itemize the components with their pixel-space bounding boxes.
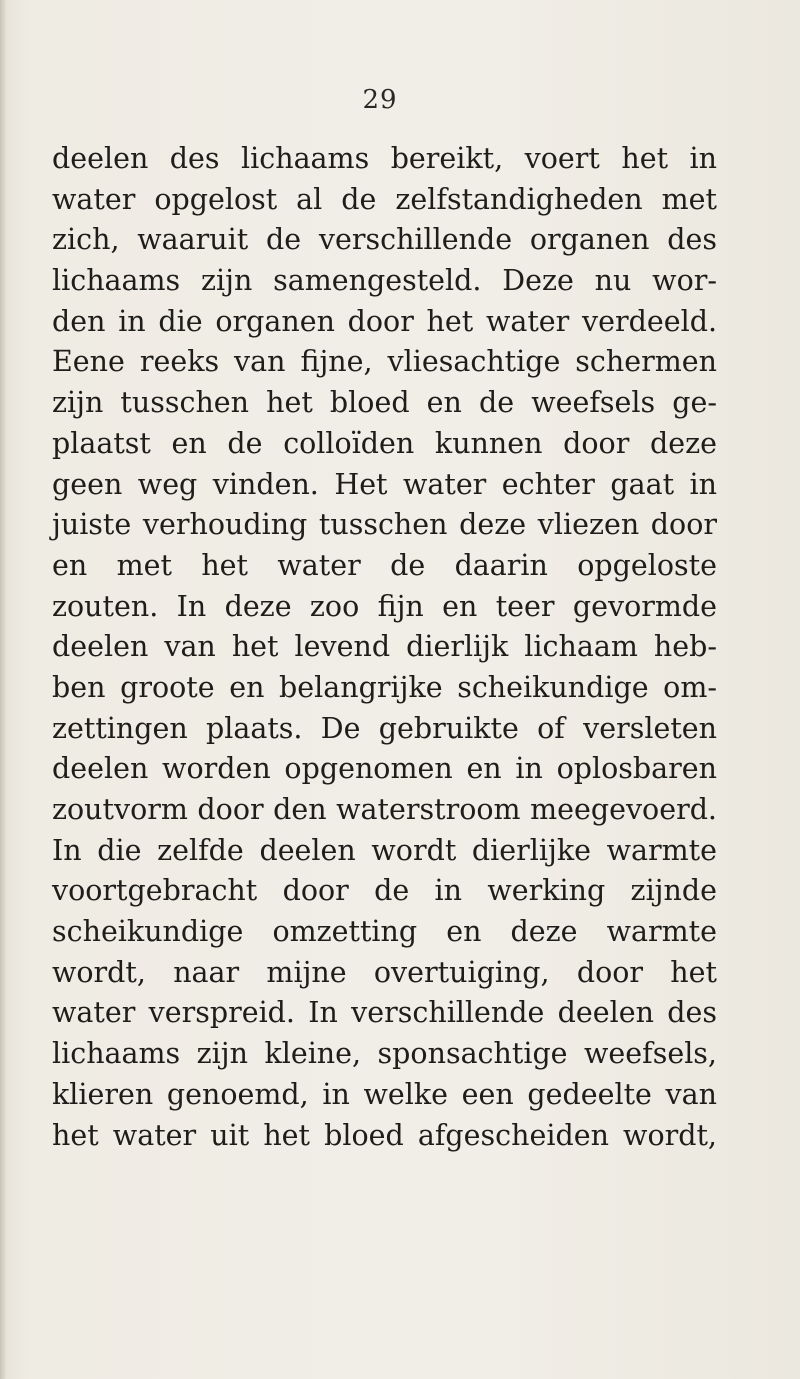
text-line-11: en met het water de daarin opgeloste (52, 548, 717, 582)
text-line-10: juiste verhouding tusschen deze vliezen door (52, 508, 717, 542)
text-line-14: ben groote en belangrijke scheikundige om- (52, 670, 717, 704)
text-line-21: wordt, naar mijne overtuiging, door het (52, 955, 717, 989)
page-binding-edge (0, 0, 6, 1379)
text-line-15: zettingen plaats. De gebruikte of versleten (52, 711, 717, 745)
text-line-25: het water uit het bloed afgescheiden wordt, (52, 1118, 717, 1152)
text-line-1: deelen des lichaams bereikt, voert het in (52, 142, 717, 175)
text-line-13: deelen van het levend dierlijk lichaam heb- (52, 630, 717, 664)
text-line-24: klieren genoemd, in welke een gedeelte van (52, 1077, 717, 1111)
text-line-23: lichaams zijn kleine, sponsachtige weefsels, (52, 1037, 717, 1071)
text-line-9: geen weg vinden. Het water echter gaat in (52, 467, 717, 501)
text-line-22: water verspreid. In verschillende deelen des (52, 996, 717, 1030)
text-line-5: den in die organen door het water verdeeld. (52, 304, 717, 338)
text-line-20: scheikundige omzetting en deze warmte (52, 915, 717, 949)
text-line-17: zoutvorm door den waterstroom meegevoerd. (52, 793, 717, 826)
text-line-2: water opgelost al de zelfstandigheden met (52, 182, 717, 216)
text-line-16: deelen worden opgenomen en in oplosbaren (52, 752, 717, 786)
text-line-18: In die zelfde deelen wordt dierlijke warmte (52, 833, 717, 867)
body-text (52, 139, 717, 1156)
text-line-6: Eene reeks van fijne, vliesachtige schermen (52, 345, 717, 379)
text-line-19: voortgebracht door de in werking zijnde (52, 874, 717, 908)
text-line-4: lichaams zijn samengesteld. Deze nu wor- (52, 264, 717, 298)
text-line-7: zijn tusschen het bloed en de weefsels ge- (52, 386, 717, 420)
text-line-3: zich, waaruit de verschillende organen des (52, 223, 717, 257)
page-number: 29 (362, 85, 398, 115)
text-line-12: zouten. In deze zoo fijn en teer gevormde (52, 589, 717, 623)
text-line-8: plaatst en de colloïden kunnen door deze (52, 426, 717, 460)
